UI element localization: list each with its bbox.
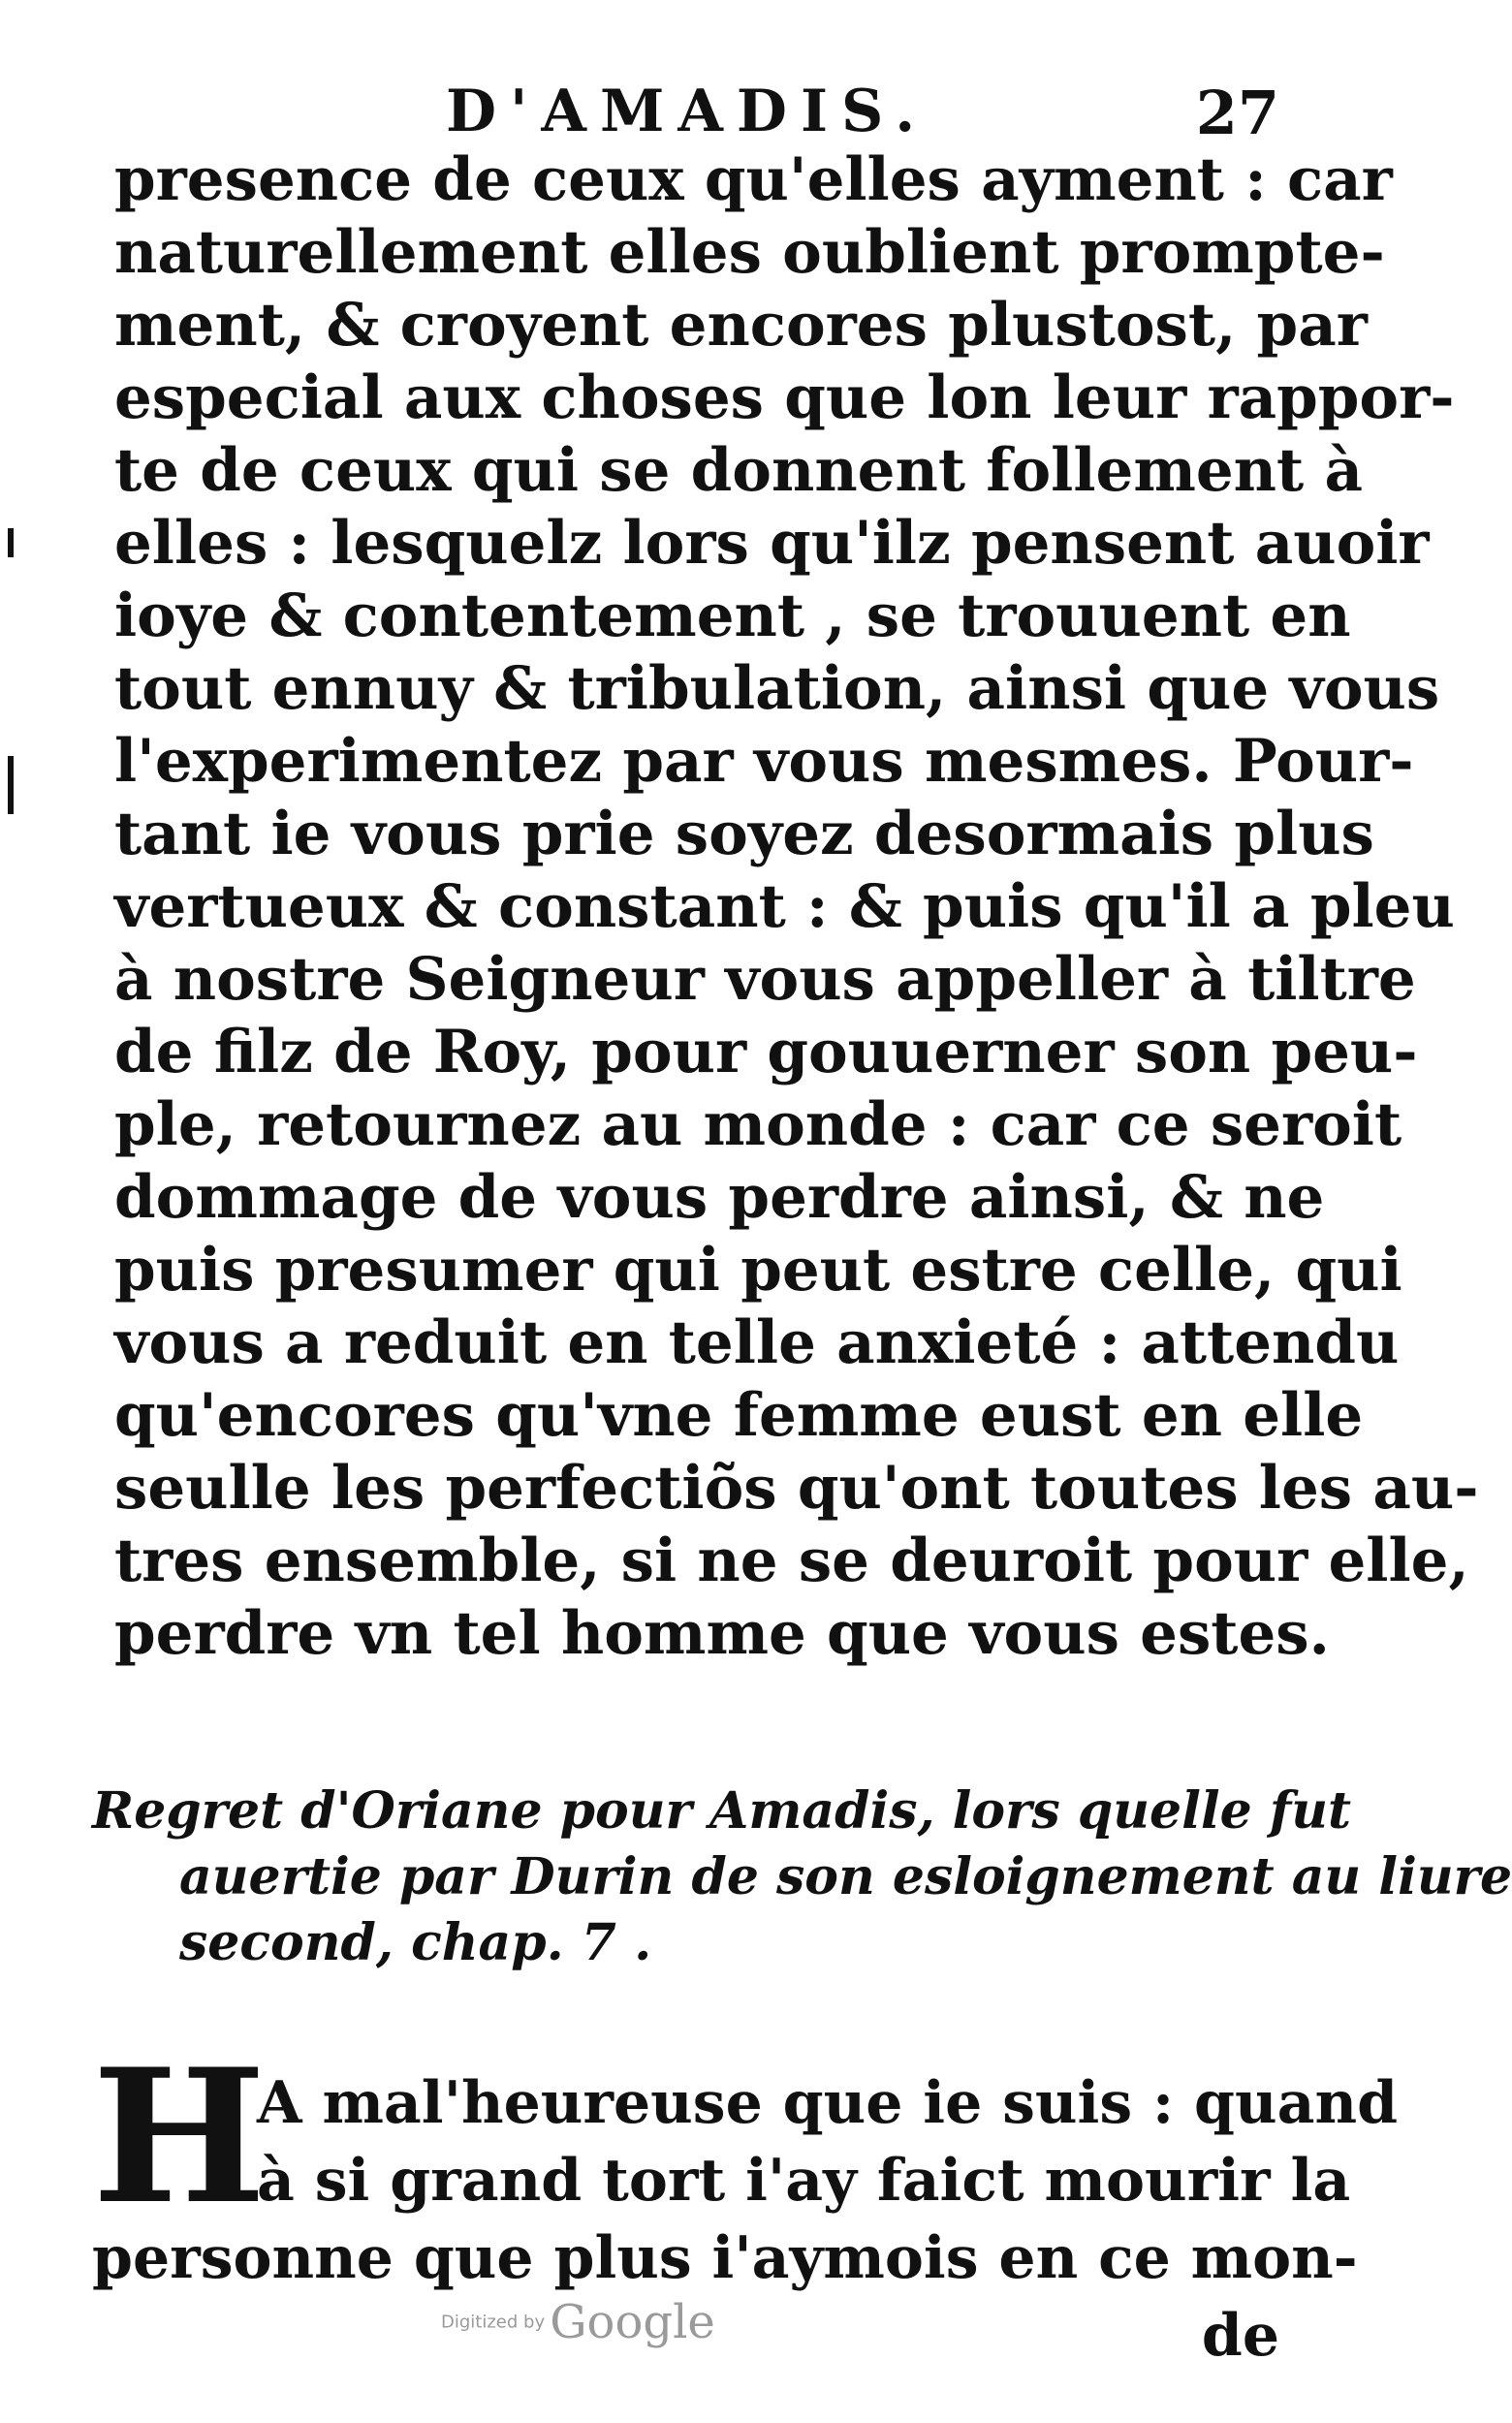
text-line: l'experimentez par vous mesmes. Pour- xyxy=(114,727,1414,796)
text-line: tout ennuy & tribulation, ainsi que vous xyxy=(114,654,1440,723)
text-line: ment, & croyent encores plustost, par xyxy=(114,291,1368,360)
heading-line: auertie par Durin de son esloignement au liure xyxy=(179,1847,1512,1906)
text-line: te de ceux qui se donnent follement à xyxy=(114,436,1363,505)
watermark-brand: Google xyxy=(550,2295,715,2349)
text-line: à si grand tort i'ay faict mourir la xyxy=(257,2147,1351,2215)
body-text xyxy=(114,143,1479,1670)
text-line: ple, retournez au monde : car ce seroit xyxy=(114,1090,1402,1159)
text-line: elles : lesquelz lors qu'ilz pensent auoir xyxy=(114,509,1430,578)
text-line: seulle les perfectiõs qu'ont toutes les au- xyxy=(114,1454,1479,1523)
page-number: 27 xyxy=(1195,78,1279,148)
text-line: personne que plus i'aymois en ce mon- xyxy=(92,2224,1358,2292)
text-line: perdre vn tel homme que vous estes. xyxy=(114,1599,1330,1668)
text-line: A mal'heureuse que ie suis : quand xyxy=(257,2069,1399,2137)
text-line: à nostre Seigneur vous appeller à tiltre xyxy=(114,945,1416,1014)
section-heading xyxy=(92,1778,1512,1976)
margin-mark xyxy=(8,756,14,814)
digitized-watermark xyxy=(441,2295,715,2349)
margin-mark xyxy=(8,528,14,557)
paragraph xyxy=(92,2029,1399,2297)
text-line: vous a reduit en telle anxieté : attendu xyxy=(114,1308,1400,1377)
heading-line: second, chap. 7 . xyxy=(179,1913,652,1972)
heading-line: Regret d'Oriane pour Amadis, lors quelle fut xyxy=(92,1781,1352,1841)
watermark-prefix: Digitized by xyxy=(441,2312,546,2333)
text-line: tant ie vous prie soyez desormais plus xyxy=(114,800,1374,868)
text-line: vertueux & constant : & puis qu'il a pleu xyxy=(114,872,1455,941)
text-line: qu'encores qu'vne femme eust en elle xyxy=(114,1381,1364,1450)
text-line: de filz de Roy, pour gouuerner son peu- xyxy=(114,1018,1418,1086)
text-line: ioye & contentement , se trouuent en xyxy=(114,582,1351,650)
text-line: especial aux choses que lon leur rappor- xyxy=(114,363,1455,432)
text-line: tres ensemble, si ne se deuroit pour elle, xyxy=(114,1526,1469,1595)
text-line: naturellement elles oublient prompte- xyxy=(114,218,1385,287)
text-line: presence de ceux qu'elles ayment : car xyxy=(114,145,1393,214)
catchword: de xyxy=(1201,2302,1279,2370)
drop-cap: H xyxy=(92,2029,267,2245)
text-line: dommage de vous perdre ainsi, & ne xyxy=(114,1163,1325,1232)
text-line: puis presumer qui peut estre celle, qui xyxy=(114,1236,1402,1305)
running-title: D'AMADIS. xyxy=(446,78,929,145)
